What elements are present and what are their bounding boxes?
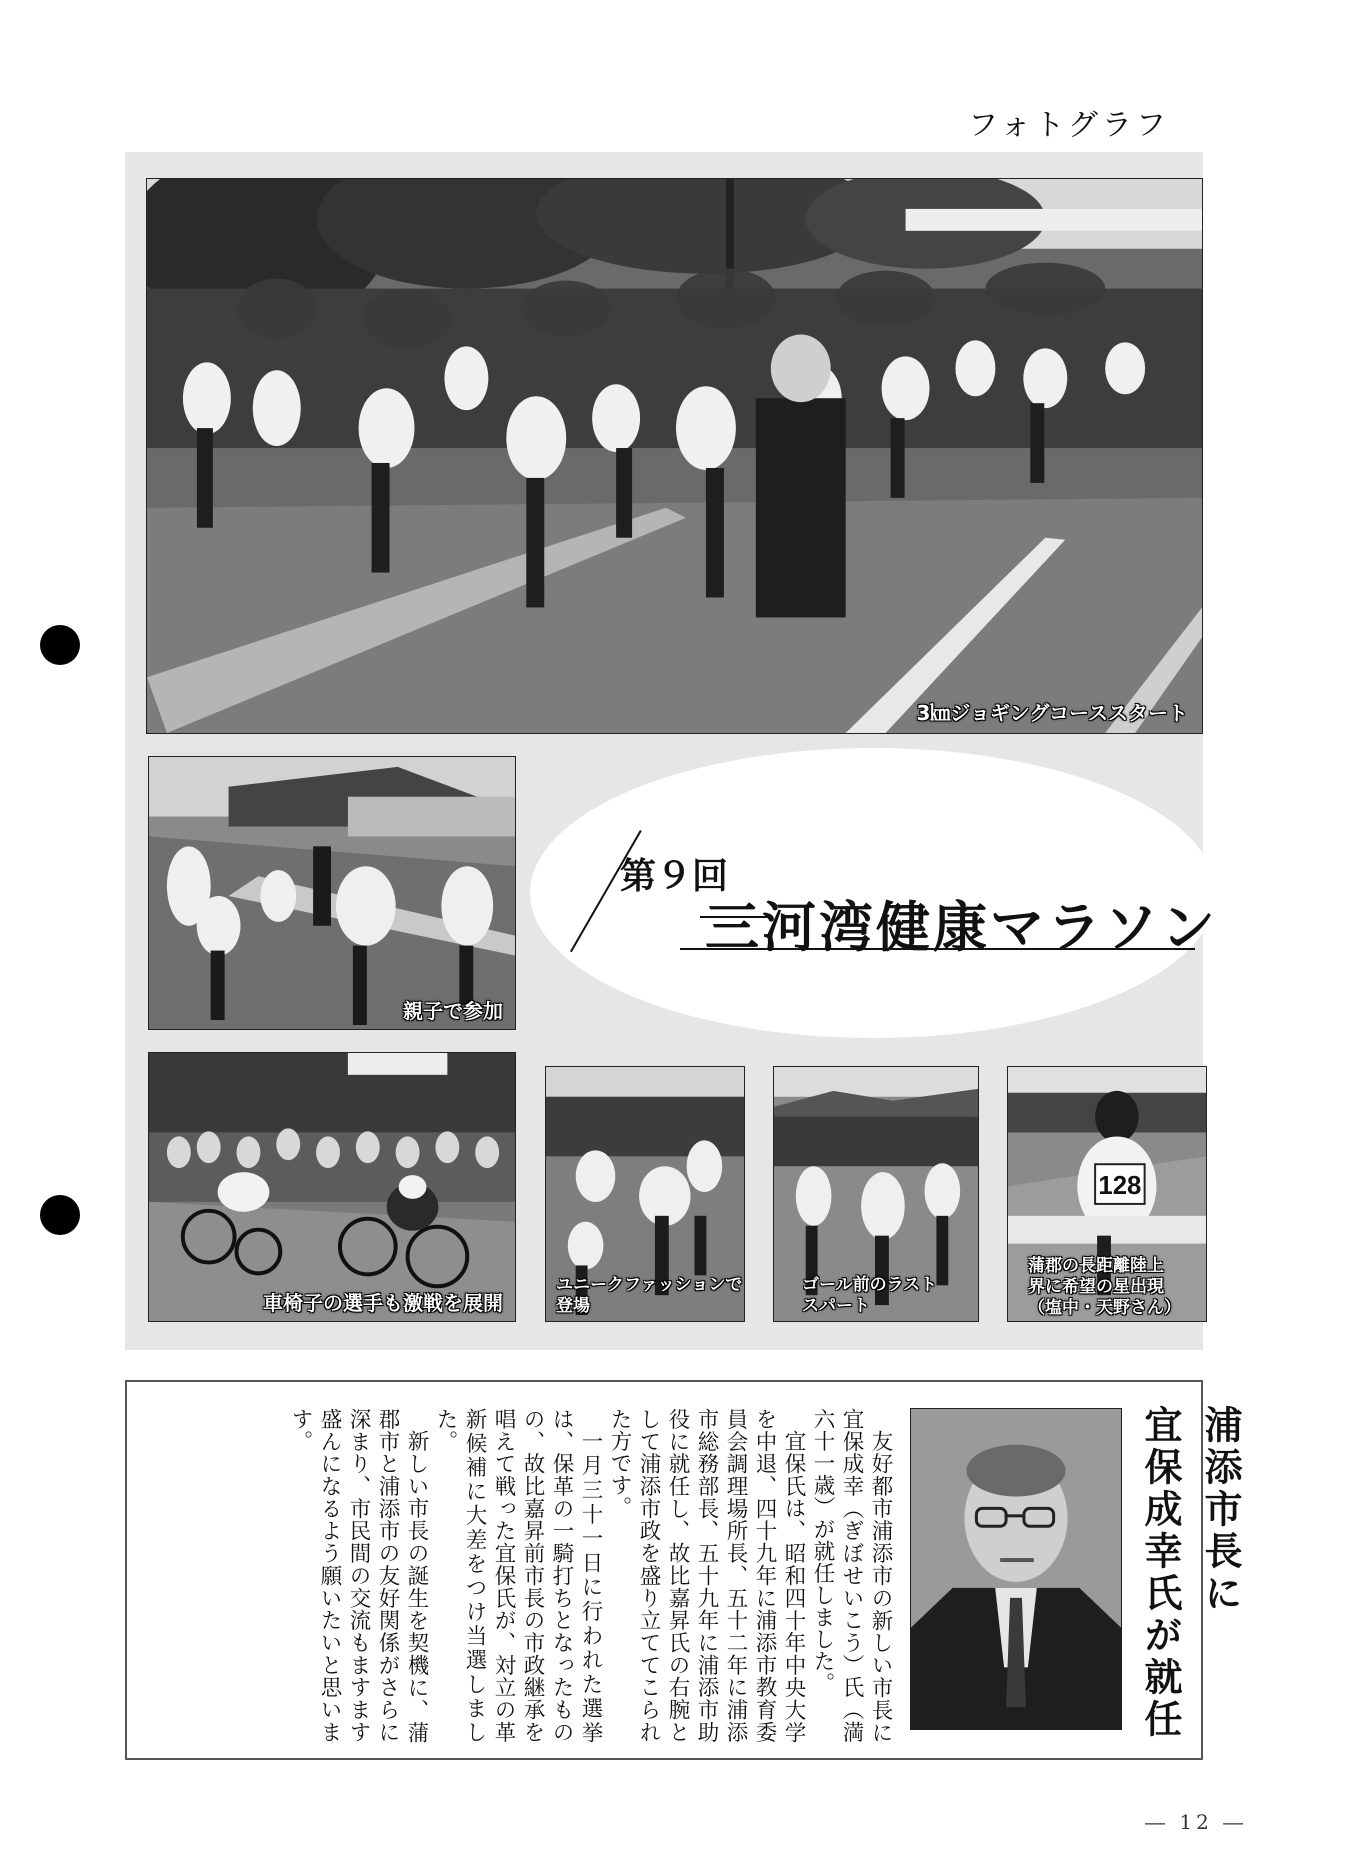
event-title: 三河湾健康マラソン — [705, 896, 1218, 959]
photo-star-runner — [1007, 1066, 1207, 1322]
mayor-portrait-image — [911, 1409, 1121, 1729]
photo-last-spurt — [773, 1066, 979, 1322]
caption-star-runner-line1: 蒲郡の長距離陸上 — [1028, 1256, 1164, 1276]
article-headline-line1: 浦添市長に — [1198, 1405, 1243, 1615]
article-paragraph-3: 一月三十一日に行われた選挙は、保革の一騎打ちとなったものの、故比嘉昇前市長の市政継承を唱えて戦った宜保氏が、対立の革新候補に大差をつけ当選しました。 — [433, 1408, 603, 1743]
article-headline — [1130, 1405, 1250, 1745]
caption-unique-fashion-line1: ユニークファッションで — [556, 1275, 743, 1295]
parent-child-image — [149, 757, 515, 1029]
section-title: フォトグラフ — [968, 108, 1170, 143]
punch-hole-bottom — [40, 1195, 80, 1235]
caption-star-runner-line2: 界に希望の星出現 — [1028, 1277, 1164, 1297]
photo-parent-child — [148, 756, 516, 1030]
page-number: ― 12 ― — [1145, 1810, 1248, 1834]
photo-unique-fashion — [545, 1066, 745, 1322]
article-body — [140, 1408, 895, 1743]
caption-star-runner — [1028, 1256, 1181, 1319]
caption-star-runner-line3: （塩中・天野さん） — [1028, 1298, 1181, 1318]
article-paragraph-2: 宜保氏は、昭和四十年中央大学を中退、四十九年に浦添市教育委員会調理場所長、五十二年に浦添市総務部長、五十九年に浦添市助役に就任し、故比嘉昇氏の右腕として浦添市政を盛り立ててこられた方です。 — [607, 1408, 806, 1743]
caption-marathon-start: 3㎞ジョギングコーススタート — [916, 701, 1188, 725]
caption-last-spurt — [802, 1275, 937, 1317]
caption-parent-child: 親子で参加 — [403, 999, 503, 1023]
event-edition: 第９回 — [620, 856, 729, 897]
bib-number: 128 — [1098, 1171, 1142, 1201]
caption-last-spurt-line2: スパート — [802, 1296, 870, 1316]
mayor-portrait — [910, 1408, 1122, 1730]
article-headline-line2: 宜保成幸氏が就任 — [1138, 1405, 1183, 1741]
photo-marathon-start — [146, 178, 1203, 734]
photo-wheelchair — [148, 1052, 516, 1322]
marathon-start-image — [147, 179, 1202, 733]
caption-unique-fashion-line2: 登場 — [556, 1296, 590, 1316]
caption-last-spurt-line1: ゴール前のラスト — [802, 1275, 938, 1295]
article-paragraph-1: 友好都市浦添市の新しい市長に宜保成幸（ぎぼせいこう）氏（満六十一歳）が就任しました。 — [810, 1408, 893, 1743]
punch-hole-top — [40, 625, 80, 665]
caption-unique-fashion — [556, 1275, 742, 1317]
wheelchair-image — [149, 1053, 515, 1321]
article-paragraph-4: 新しい市長の誕生を契機に、蒲郡市と浦添市の友好関係がさらに深まり、市民間の交流もますます盛んになるよう願いたいと思います。 — [288, 1408, 429, 1743]
caption-wheelchair: 車椅子の選手も激戦を展開 — [263, 1291, 503, 1315]
